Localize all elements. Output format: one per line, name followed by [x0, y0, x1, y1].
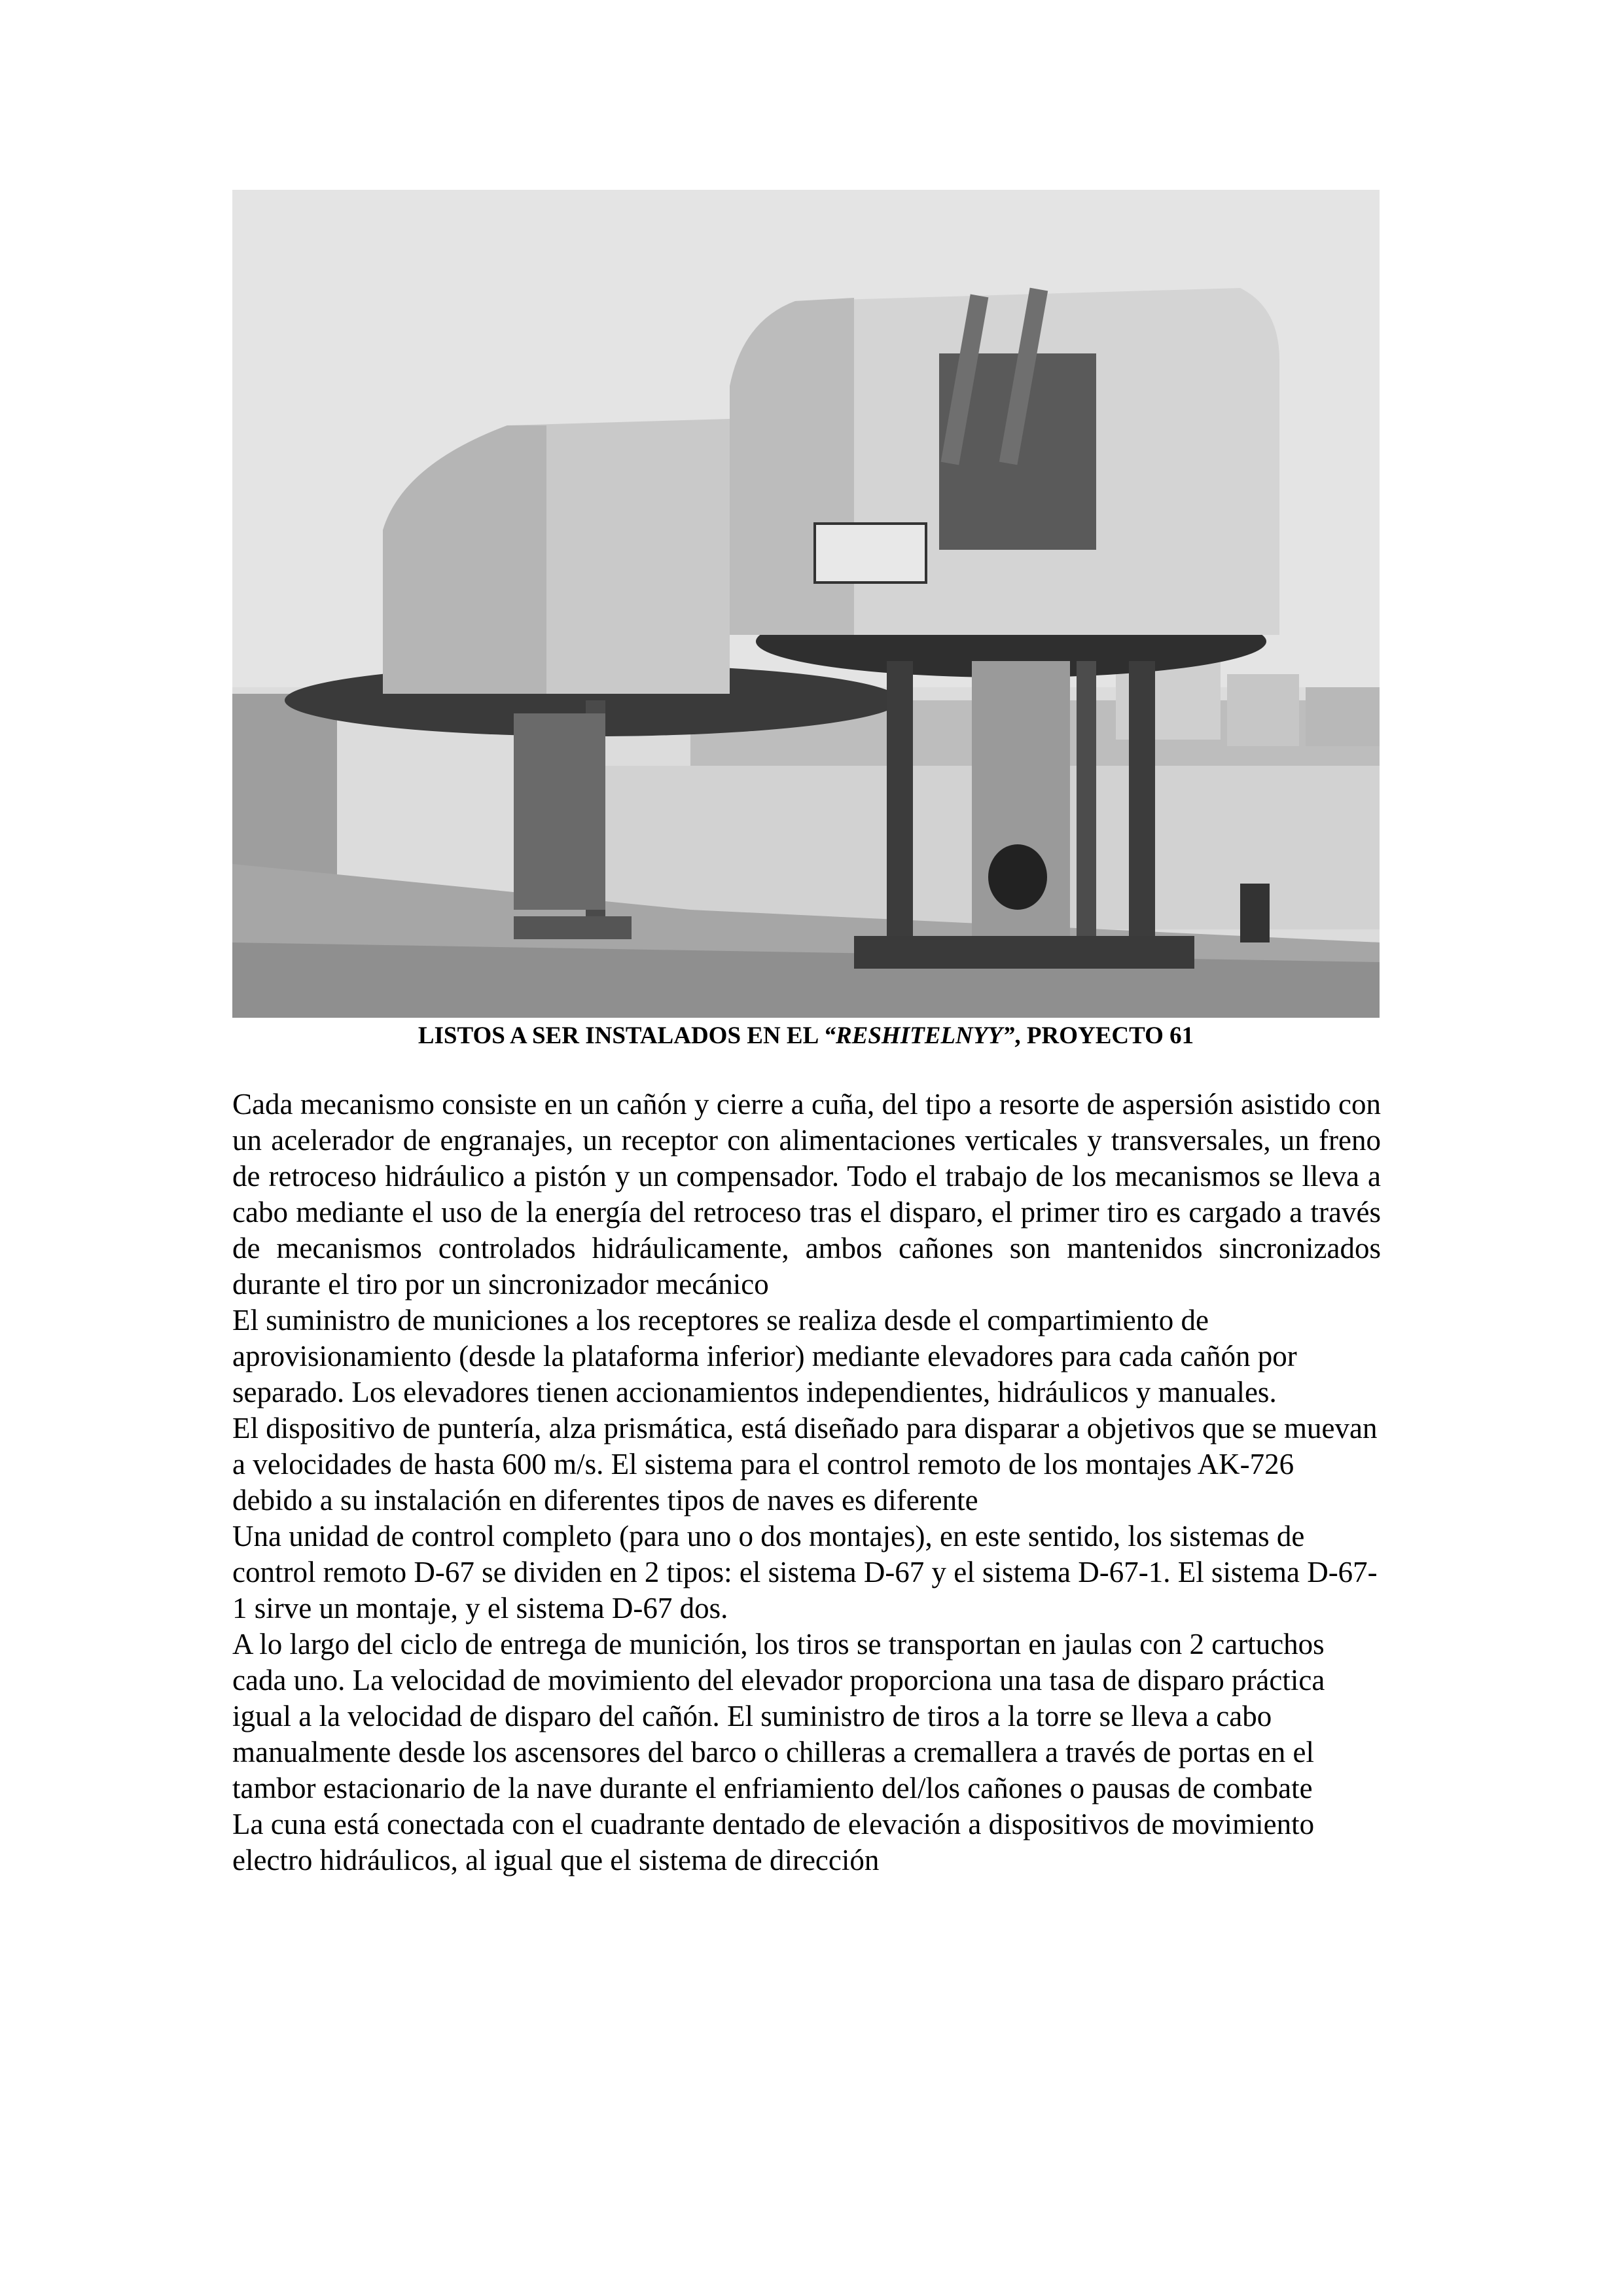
photo-caption [232, 1020, 1380, 1052]
paragraph-control-unit: Una unidad de control completo (para uno o dos montajes), en este sentido, los sistemas de control remoto D-67 se dividen en 2 tipos: el sistema D-67 y el sistema D-67-1. El sistema D-67-1 sirve un montaje, y el sistema D-67 dos. [232, 1520, 1378, 1624]
caption-suffix: , PROYECTO 61 [1014, 1022, 1194, 1049]
paragraph-cradle: La cuna está conectada con el cuadrante dentado de elevación a dispositivos de movimiento electro hidráulicos, al igual que el sistema de dirección [232, 1808, 1315, 1876]
paragraph-ammunition-supply: El suministro de municiones a los receptores se realiza desde el compartimiento de aprovisionamiento (desde la plataforma inferior) mediante elevadores para cada cañón por separado. Los elevadores tienen accionamientos independientes, hidráulicos y manuales. [232, 1304, 1297, 1408]
body-text [232, 1086, 1381, 1878]
turret-photo [232, 190, 1380, 1018]
paragraph-delivery-cycle: A lo largo del ciclo de entrega de munición, los tiros se transportan en jaulas con 2 cartuchos cada uno. La velocidad de movimiento del elevador proporciona una tasa de disparo práctica igual a la velocidad de disparo del cañón. El suministro de tiros a la torre se lleva a cabo manualmente desde los ascensores del barco o chilleras a cremallera a través de portas en el tambor estacionario de la nave durante el enfriamiento del/los cañones o pausas de combate [232, 1628, 1325, 1804]
paragraph-aiming-device: El dispositivo de puntería, alza prismática, está diseñado para disparar a objetivos que se muevan a velocidades de hasta 600 m/s. El sistema para el control remoto de los montajes AK-726 debido a su instalación en diferentes tipos de naves es diferente [232, 1412, 1378, 1516]
caption-prefix: LISTOS A SER INSTALADOS EN EL [418, 1022, 824, 1049]
caption-ship-name: “RESHITELNYY” [823, 1022, 1015, 1049]
paragraph-mechanism: Cada mecanismo consiste en un cañón y cierre a cuña, del tipo a resorte de aspersión asistido con un acelerador de engranajes, un receptor con alimentaciones verticales y transversales, un freno de retroceso hidráulico a pistón y un compensador. Todo el trabajo de los mecanismos se lleva a cabo mediante el uso de la energía del retroceso tras el disparo, el primer tiro es cargado a través de mecanismos controlados hidráulicamente, ambos cañones son mantenidos sincronizados durante el tiro por un sincronizador mecánico [232, 1088, 1381, 1300]
warship-twin-gun-turrets-icon [232, 190, 1380, 1018]
